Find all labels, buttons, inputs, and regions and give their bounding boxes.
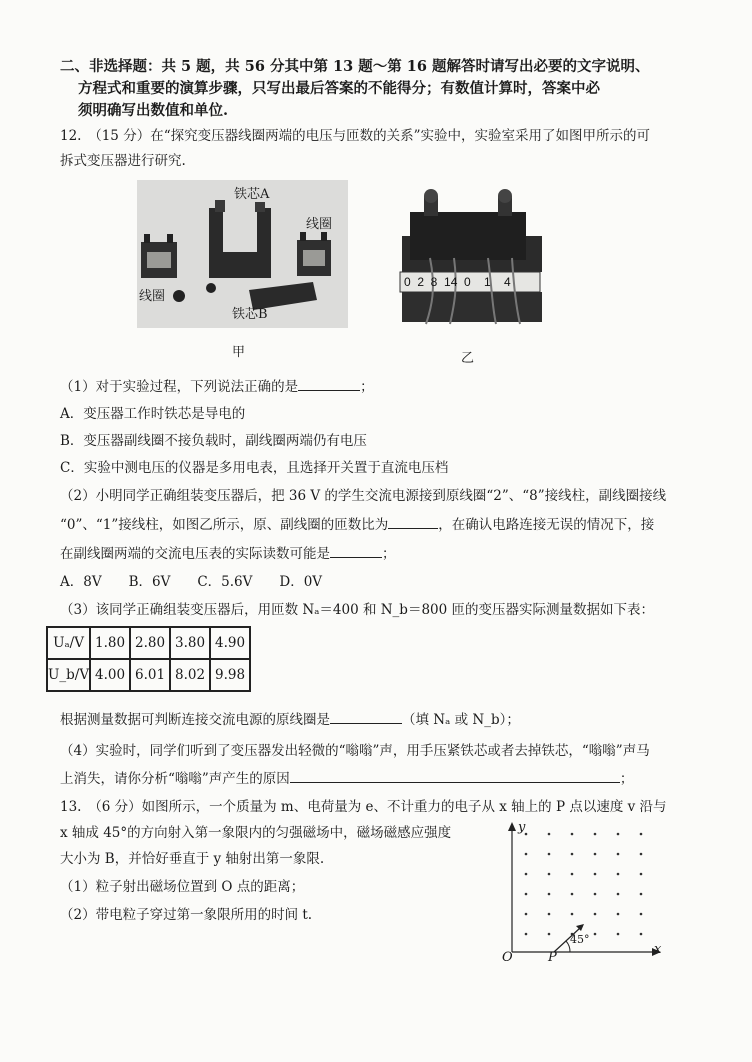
field-dot	[594, 933, 597, 936]
field-dot	[548, 933, 551, 936]
field-dot	[640, 833, 643, 836]
field-dot	[617, 893, 620, 896]
field-dot	[548, 833, 551, 836]
q13-origin-label: O	[502, 950, 513, 965]
q13-line-2: x 轴成 45°的方向射入第一象限内的匀强磁场中，磁场磁感应强度	[60, 825, 452, 841]
label-core-b: 铁芯B	[232, 307, 268, 322]
q12-part3-answer-blank[interactable]	[330, 711, 402, 724]
field-dot	[525, 913, 528, 916]
label-core-a: 铁芯A	[233, 183, 270, 202]
q12-part1-option-a: A．变压器工作时铁芯是导电的	[60, 406, 246, 422]
q12-part2-ratio-blank[interactable]	[388, 516, 438, 529]
figure-jia-caption: 甲	[232, 345, 246, 360]
q13-angle-label: 45°	[570, 933, 590, 946]
figure-yi-photo	[396, 188, 548, 328]
q13-y-label: y	[518, 820, 526, 835]
section-heading-line-3: 须明确写出数值和单位.	[78, 102, 229, 119]
field-dot	[548, 873, 551, 876]
q13-sub-1: （1）粒子射出磁场位置到 O 点的距离；	[60, 879, 305, 895]
field-dot	[525, 853, 528, 856]
table-cell: 4.90	[210, 627, 250, 659]
table-cell: 6.01	[130, 659, 170, 691]
magnetic-field-dots	[525, 833, 643, 936]
q13-point-p-label: P	[548, 950, 557, 965]
table-header-ub: U_b/V	[47, 659, 90, 691]
figure-yi-drawing	[396, 188, 548, 328]
field-dot	[594, 833, 597, 836]
field-dot	[640, 913, 643, 916]
section-heading-line-2: 方程式和重要的演算步骤，只写出最后答案的不能得分；有数值计算时，答案中必	[78, 80, 600, 97]
q12-data-table	[46, 626, 251, 692]
field-dot	[594, 893, 597, 896]
figure-yi-terminal-labels: 0 2 8 14 0 1 4	[404, 275, 511, 289]
field-dot	[571, 873, 574, 876]
field-dot	[571, 893, 574, 896]
q12-part4-answer-blank[interactable]	[290, 770, 620, 783]
q12-part2-line-3	[60, 545, 396, 563]
field-dot	[640, 933, 643, 936]
q12-part1-stem-tail: ；	[360, 379, 374, 395]
table-row	[47, 659, 250, 691]
table-header-ua: Uₐ/V	[47, 627, 90, 659]
q13-line-1: 13. （6 分）如图所示，一个质量为 m、电荷量为 e、不计重力的电子从 x 轴上的 P 点以速度 v 沿与	[60, 799, 667, 815]
section-heading-line-1: 二、非选择题：共 5 题，共 56 分其中第 13 题～第 16 题解答时请写出必要的文字说明、	[60, 58, 650, 75]
field-dot	[525, 893, 528, 896]
field-dot	[617, 833, 620, 836]
y-axis-arrow-icon	[508, 822, 516, 831]
field-dot	[525, 873, 528, 876]
q12-part2-line-2-tail: ，在确认电路连接无误的情况下，接	[438, 517, 655, 533]
q12-part4-line-2	[60, 770, 633, 788]
table-row	[47, 627, 250, 659]
field-dot	[617, 853, 620, 856]
label-coil-right: 线圈	[306, 217, 333, 232]
q12-part3-question-tail: （填 Nₐ 或 N_b）；	[402, 712, 520, 728]
table-cell: 1.80	[90, 627, 130, 659]
field-dot	[617, 913, 620, 916]
q12-part3-stem: （3）该同学正确组装变压器后，用匝数 Nₐ＝400 和 N_b＝800 匝的变压器实际测量数据如下表：	[60, 602, 655, 618]
q12-part1-option-c: C．实验中测电压的仪器是多用电表，且选择开关置于直流电压档	[60, 460, 449, 476]
table-cell: 8.02	[170, 659, 210, 691]
q12-part4-line-1: （4）实验时，同学们听到了变压器发出轻微的“嗡嗡”声，用手压紧铁芯或者去掉铁芯，“嗡嗡”声马	[60, 743, 650, 759]
q12-part3-question	[60, 711, 520, 729]
q12-part4-line-2-text: 上消失，请你分析“嗡嗡”声产生的原因	[60, 771, 290, 787]
figure-yi-caption: 乙	[461, 351, 475, 366]
q12-part2-line-3-tail: ；	[382, 546, 396, 562]
q12-part2-line-2-text: “0”、“1”接线柱，如图乙所示，原、副线圈的匝数比为	[60, 517, 389, 533]
q12-part1-option-b: B．变压器副线圈不接负载时，副线圈两端仍有电压	[60, 433, 367, 449]
q12-part1-answer-blank[interactable]	[298, 378, 360, 391]
q13-x-label: x	[654, 942, 662, 957]
q12-part2-line-3-text: 在副线圈两端的交流电压表的实际读数可能是	[60, 546, 330, 562]
field-dot	[548, 913, 551, 916]
q12-part3-question-text: 根据测量数据可判断连接交流电源的原线圈是	[60, 712, 330, 728]
field-dot	[594, 853, 597, 856]
q12-part2-voltage-blank[interactable]	[330, 545, 382, 558]
table-cell: 4.00	[90, 659, 130, 691]
field-dot	[571, 913, 574, 916]
q13-field-diagram	[496, 818, 672, 970]
field-dot	[617, 873, 620, 876]
q13-line-3: 大小为 B，并恰好垂直于 y 轴射出第一象限.	[60, 851, 325, 867]
field-dot	[594, 913, 597, 916]
q12-part1-stem	[60, 378, 374, 396]
q12-part2-line-2	[60, 516, 654, 534]
q12-intro-line-1: 12. （15 分）在“探究变压器线圈两端的电压与匝数的关系”实验中，实验室采用了如图甲所示的可	[60, 128, 650, 144]
field-dot	[617, 933, 620, 936]
q12-part4-line-2-tail: ；	[619, 771, 634, 787]
q12-intro-line-2: 拆式变压器进行研究.	[60, 153, 186, 169]
label-coil-left: 线圈	[139, 289, 166, 304]
field-dot	[640, 853, 643, 856]
q13-sub-2: （2）带电粒子穿过第一象限所用的时间 t.	[60, 907, 313, 923]
field-dot	[594, 873, 597, 876]
field-dot	[571, 853, 574, 856]
q13-field-figure	[496, 818, 672, 970]
q12-part1-stem-text: （1）对于实验过程，下列说法正确的是	[60, 379, 299, 395]
field-dot	[571, 833, 574, 836]
field-dot	[548, 853, 551, 856]
q12-part2-options: A．8V B．6V C．5.6V D．0V	[60, 574, 323, 590]
field-dot	[640, 893, 643, 896]
table-cell: 9.98	[210, 659, 250, 691]
field-dot	[548, 893, 551, 896]
table-cell: 2.80	[130, 627, 170, 659]
field-dot	[525, 933, 528, 936]
field-dot	[640, 873, 643, 876]
q12-part2-line-1: （2）小明同学正确组装变压器后，把 36 V 的学生交流电源接到原线圈“2”、“8”接线柱，副线圈接线	[60, 488, 667, 504]
table-cell: 3.80	[170, 627, 210, 659]
